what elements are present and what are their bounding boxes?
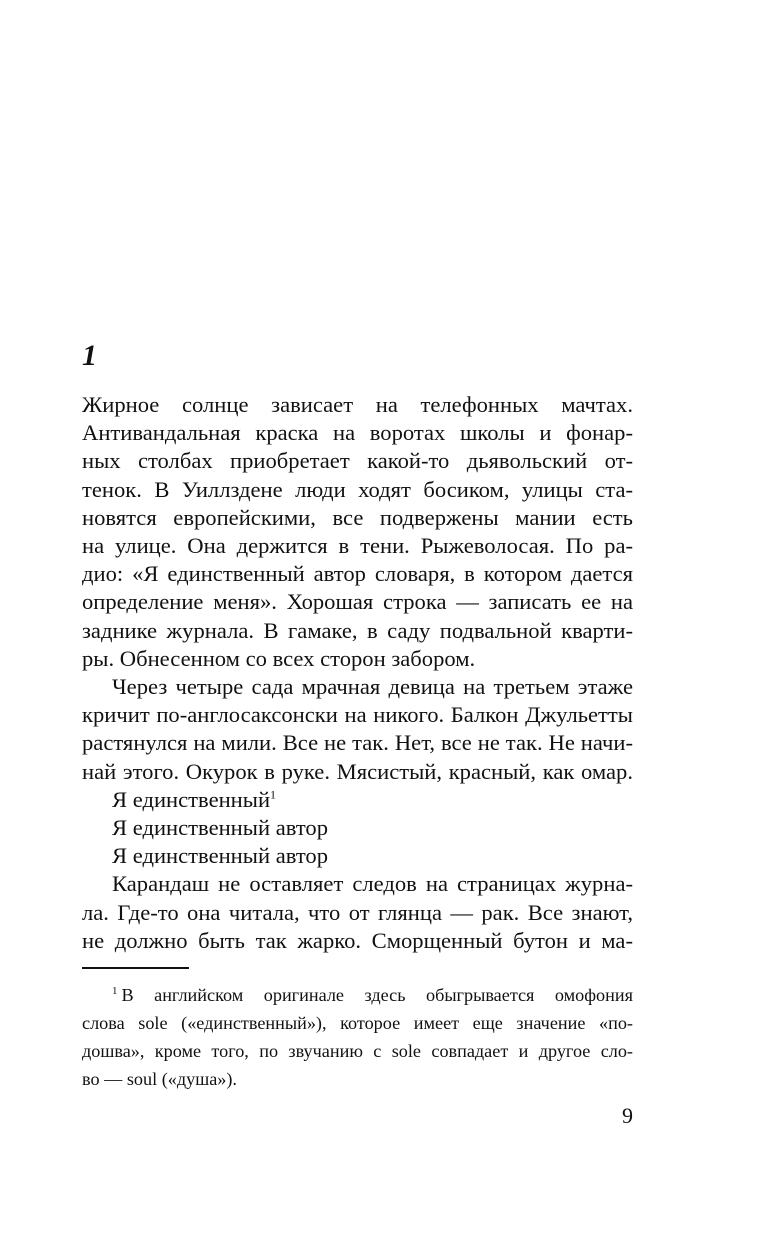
verse-line: Я единственный автор bbox=[112, 815, 328, 841]
footnote-mark: 1 bbox=[112, 984, 118, 997]
footnote-text: В английском оригинале здесь обыгрывается омофония bbox=[121, 985, 633, 1005]
text-line: ла. Где-то она читала, что от глянца — рак. Все знают, bbox=[82, 899, 633, 925]
body-text bbox=[82, 391, 633, 955]
text-line: новятся европейскими, все подвержены мании есть bbox=[82, 504, 633, 530]
text-line: кричит по-англосаксонски на никого. Балкон Джульетты bbox=[82, 702, 633, 728]
text-line: ных столбах приобретает какой-то дьявольский от- bbox=[82, 448, 633, 474]
footnote-line bbox=[82, 981, 633, 1009]
footnote bbox=[82, 981, 633, 1093]
text-line: определение меня». Хорошая строка — записать ее на bbox=[82, 589, 633, 615]
text-line: на улице. Она держится в тени. Рыжеволосая. По ра- bbox=[82, 533, 633, 559]
text-line: най этого. Окурок в руке. Мясистый, красный, как омар. bbox=[82, 758, 633, 784]
text-line: ры. Обнесенном со всех сторон забором. bbox=[82, 645, 476, 671]
text-line: Карандаш не оставляет следов на страницах журна- bbox=[112, 871, 633, 897]
footnote-line: слова sole («единственный»), которое имеет еще значение «по- bbox=[82, 1013, 633, 1033]
text-line: заднике журнала. В гамаке, в саду подвальной кварти- bbox=[82, 617, 633, 643]
text-line: тенок. В Уиллздене люди ходят босиком, улицы ста- bbox=[82, 476, 633, 502]
text-line: Жирное солнце зависает на телефонных мачтах. bbox=[82, 392, 633, 417]
verse-line: Я единственный автор bbox=[112, 843, 328, 869]
footnote-line: во — soul («душа»). bbox=[82, 1069, 237, 1089]
page-number: 9 bbox=[622, 1103, 633, 1128]
text-line: Через четыре сада мрачная девица на третьем этаже bbox=[112, 674, 633, 700]
text-line: растянулся на мили. Все не так. Нет, все не так. Не начи- bbox=[82, 730, 633, 756]
text-line: дио: «Я единственный автор словаря, в котором дается bbox=[82, 561, 633, 587]
text-line: Антивандальная краска на воротах школы и фонар- bbox=[82, 420, 633, 446]
footnote-divider bbox=[82, 967, 189, 969]
verse-line bbox=[82, 786, 633, 814]
text-line: не должно быть так жарко. Сморщенный бутон и ма- bbox=[82, 927, 633, 953]
chapter-number: 1 bbox=[82, 339, 97, 372]
footnote-line: дошва», кроме того, по звучанию с sole совпадает и другое сло- bbox=[82, 1041, 633, 1061]
verse-text: Я единственный bbox=[112, 786, 271, 812]
footnote-reference[interactable]: 1 bbox=[270, 787, 277, 802]
